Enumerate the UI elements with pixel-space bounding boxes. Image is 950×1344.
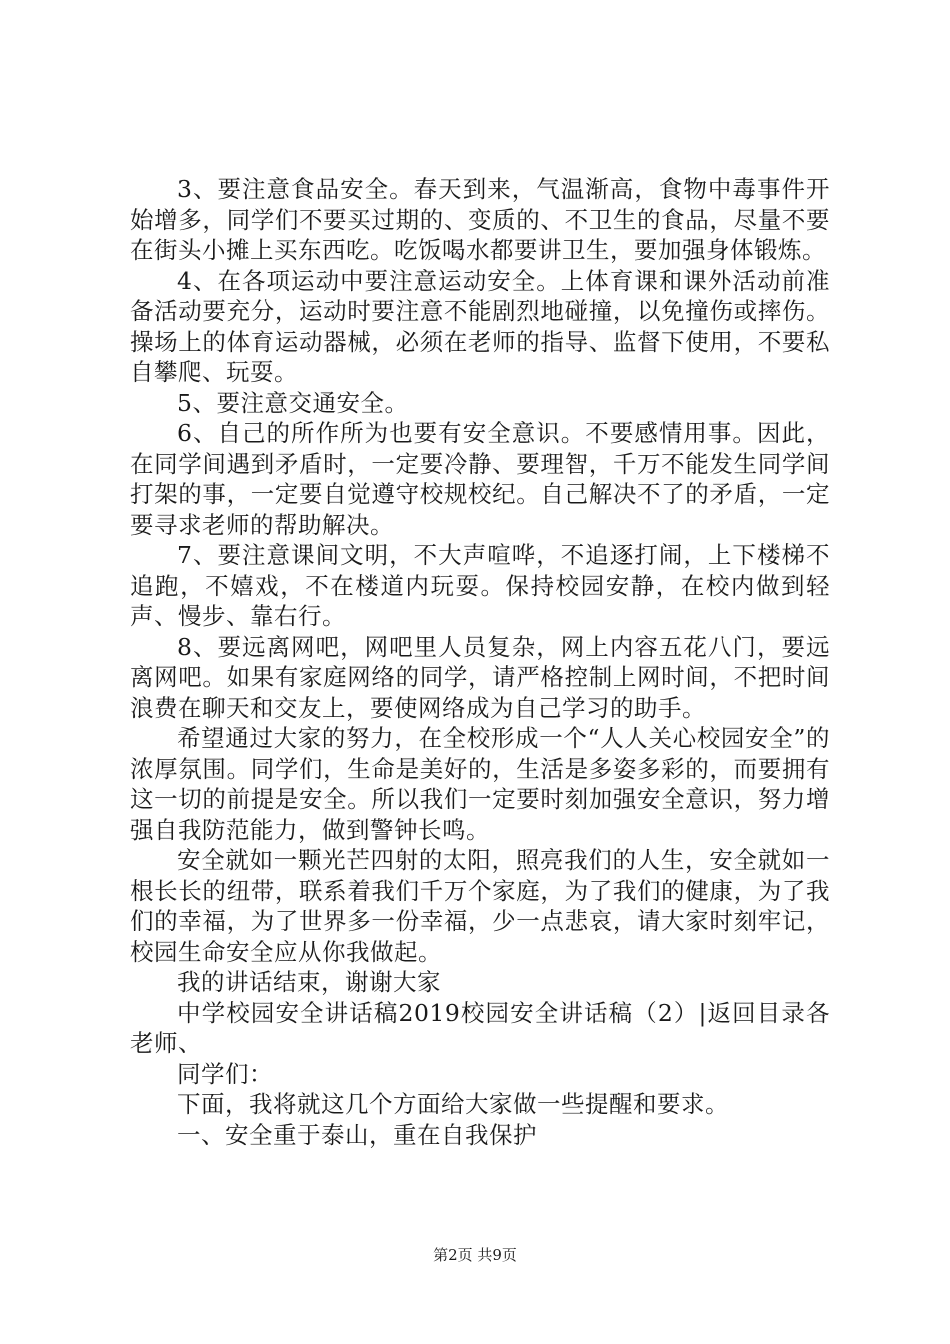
paragraph-safety-sun: 安全就如一颗光芒四射的太阳，照亮我们的人生，安全就如一根长长的纽带，联系着我们千万个家庭，为了我们的健康，为了我们的幸福，为了世界多一份幸福，少一点悲哀，请大家时刻牢记，校园生命安全应从你我做起。 <box>130 846 830 966</box>
paragraph-hope: 希望通过大家的努力，在全校形成一个“人人关心校园安全”的浓厚氛围。同学们，生命是美好的，生活是多姿多彩的，而要拥有这一切的前提是安全。所以我们一定要时刻加强安全意识，努力增强自我防范能力，做到警钟长鸣。 <box>130 724 830 844</box>
paragraph-traffic-safety: 5、要注意交通安全。 <box>177 388 409 417</box>
paragraph-food-safety: 3、要注意食品安全。春天到来，气温渐高，食物中毒事件开始增多，同学们不要买过期的、变质的、不卫生的食品，尽量不要在街头小摊上买东西吃。吃饭喝水都要讲卫生，要加强身体锻炼。 <box>130 175 830 264</box>
paragraph-greeting: 同学们： <box>177 1059 273 1088</box>
paragraph-behavior-safety: 6、自己的所作所为也要有安全意识。不要感情用事。因此，在同学间遇到矛盾时，一定要冷静、要理智，千万不能发生同学间打架的事，一定要自觉遵守校规校纪。自己解决不了的矛盾，一定要寻求老师的帮助解决。 <box>130 419 830 539</box>
paragraph-section-heading: 中学校园安全讲话稿2019校园安全讲话稿（2）|返回目录各老师、 <box>130 998 830 1057</box>
paragraph-closing: 我的讲话结束，谢谢大家 <box>177 968 441 996</box>
paragraph-corridor-civility: 7、要注意课间文明，不大声喧哗，不追逐打闹，上下楼梯不追跑，不嬉戏，不在楼道内玩耍。保持校园安静，在校内做到轻声、慢步、靠右行。 <box>130 541 830 630</box>
document-body <box>130 174 830 1150</box>
paragraph-intro: 下面，我将就这几个方面给大家做一些提醒和要求。 <box>177 1090 729 1118</box>
paragraph-sports-safety: 4、在各项运动中要注意运动安全。上体育课和课外活动前准备活动要充分，运动时要注意不能剧烈地碰撞，以免撞伤或摔伤。操场上的体育运动器械，必须在老师的指导、监督下使用，不要私自攀爬、玩耍。 <box>130 266 830 386</box>
paragraph-internet-cafe: 8、要远离网吧，网吧里人员复杂，网上内容五花八门，要远离网吧。如果有家庭网络的同学，请严格控制上网时间，不把时间浪费在聊天和交友上，要使网络成为自己学习的助手。 <box>130 632 830 722</box>
page-number-footer: 第2页 共9页 <box>433 1246 517 1264</box>
paragraph-point-one: 一、安全重于泰山，重在自我保护 <box>177 1120 537 1149</box>
